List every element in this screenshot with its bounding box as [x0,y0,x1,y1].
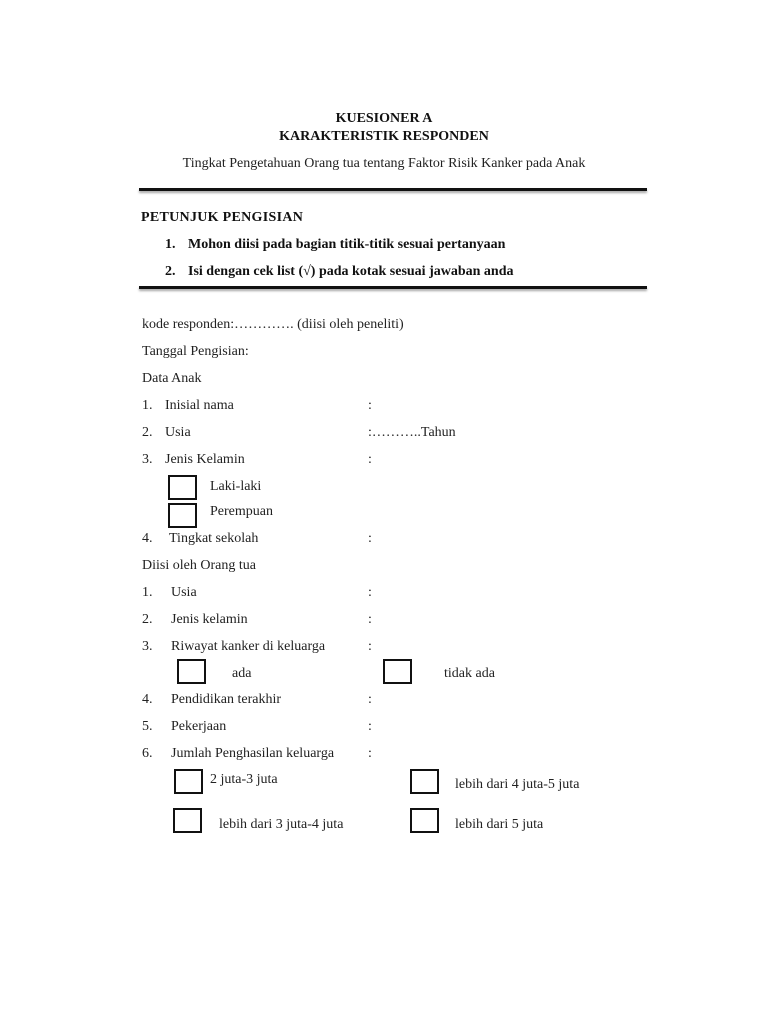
form-description: Tingkat Pengetahuan Orang tua tentang Faktor Risik Kanker pada Anak [182,156,586,171]
parent-age-label: Usia [171,585,197,600]
fill-date-field[interactable]: Tanggal Pengisian: [142,344,249,359]
occupation-label: Pekerjaan [171,719,227,734]
parent-gender-field[interactable]: : [368,612,372,627]
income-label: Jumlah Penghasilan keluarga [171,746,335,761]
history-yes-checkbox[interactable] [177,659,206,684]
field-number: 4. [142,692,153,707]
gender-female-checkbox[interactable] [168,503,197,528]
parent-section-heading: Diisi oleh Orang tua [142,558,256,573]
field-number: 3. [142,639,153,654]
instructions-heading: PETUNJUK PENGISIAN [141,210,304,225]
child-age-label: Usia [165,425,191,440]
child-section-heading: Data Anak [142,371,202,386]
income-over-5-checkbox[interactable] [410,808,439,833]
child-gender-label: Jenis Kelamin [165,452,245,467]
instruction-item: Mohon diisi pada bagian titik-titik sesuai pertanyaan [188,237,506,252]
bottom-divider [139,286,647,289]
instruction-number: 2. [165,264,176,279]
history-yes-label: ada [232,666,252,681]
income-colon: : [368,746,372,761]
income-3-4-checkbox[interactable] [173,808,202,833]
parent-age-field[interactable]: : [368,585,372,600]
education-label: Pendidikan terakhir [171,692,282,707]
income-3-4-label: lebih dari 3 juta-4 juta [219,817,344,832]
form-subtitle: KARAKTERISTIK RESPONDEN [279,129,489,144]
child-age-field[interactable]: :………..Tahun [368,425,456,440]
income-2-3-checkbox[interactable] [174,769,203,794]
field-number: 2. [142,425,153,440]
education-field[interactable]: : [368,692,372,707]
parent-gender-label: Jenis kelamin [171,612,248,627]
income-2-3-label: 2 juta-3 juta [210,772,278,787]
child-gender-colon: : [368,452,372,467]
child-school-label: Tingkat sekolah [169,531,259,546]
instruction-number: 1. [165,237,176,252]
history-no-label: tidak ada [444,666,495,681]
gender-male-checkbox[interactable] [168,475,197,500]
field-number: 1. [142,585,153,600]
cancer-history-colon: : [368,639,372,654]
cancer-history-label: Riwayat kanker di keluarga [171,639,326,654]
income-over-5-label: lebih dari 5 juta [455,817,544,832]
field-number: 5. [142,719,153,734]
income-4-5-checkbox[interactable] [410,769,439,794]
occupation-field[interactable]: : [368,719,372,734]
child-school-field[interactable]: : [368,531,372,546]
gender-female-label: Perempuan [210,504,273,519]
field-number: 2. [142,612,153,627]
field-number: 4. [142,531,153,546]
history-no-checkbox[interactable] [383,659,412,684]
child-initial-field[interactable]: : [368,398,372,413]
form-title: KUESIONER A [335,111,433,126]
field-number: 3. [142,452,153,467]
top-divider [139,188,647,191]
gender-male-label: Laki-laki [210,479,262,494]
instruction-item: Isi dengan cek list (√) pada kotak sesuai jawaban anda [188,264,514,279]
child-initial-label: Inisial nama [165,398,234,413]
field-number: 6. [142,746,153,761]
respondent-code-field[interactable]: kode responden:…………. (diisi oleh peneliti) [142,317,404,332]
field-number: 1. [142,398,153,413]
income-4-5-label: lebih dari 4 juta-5 juta [455,777,580,792]
